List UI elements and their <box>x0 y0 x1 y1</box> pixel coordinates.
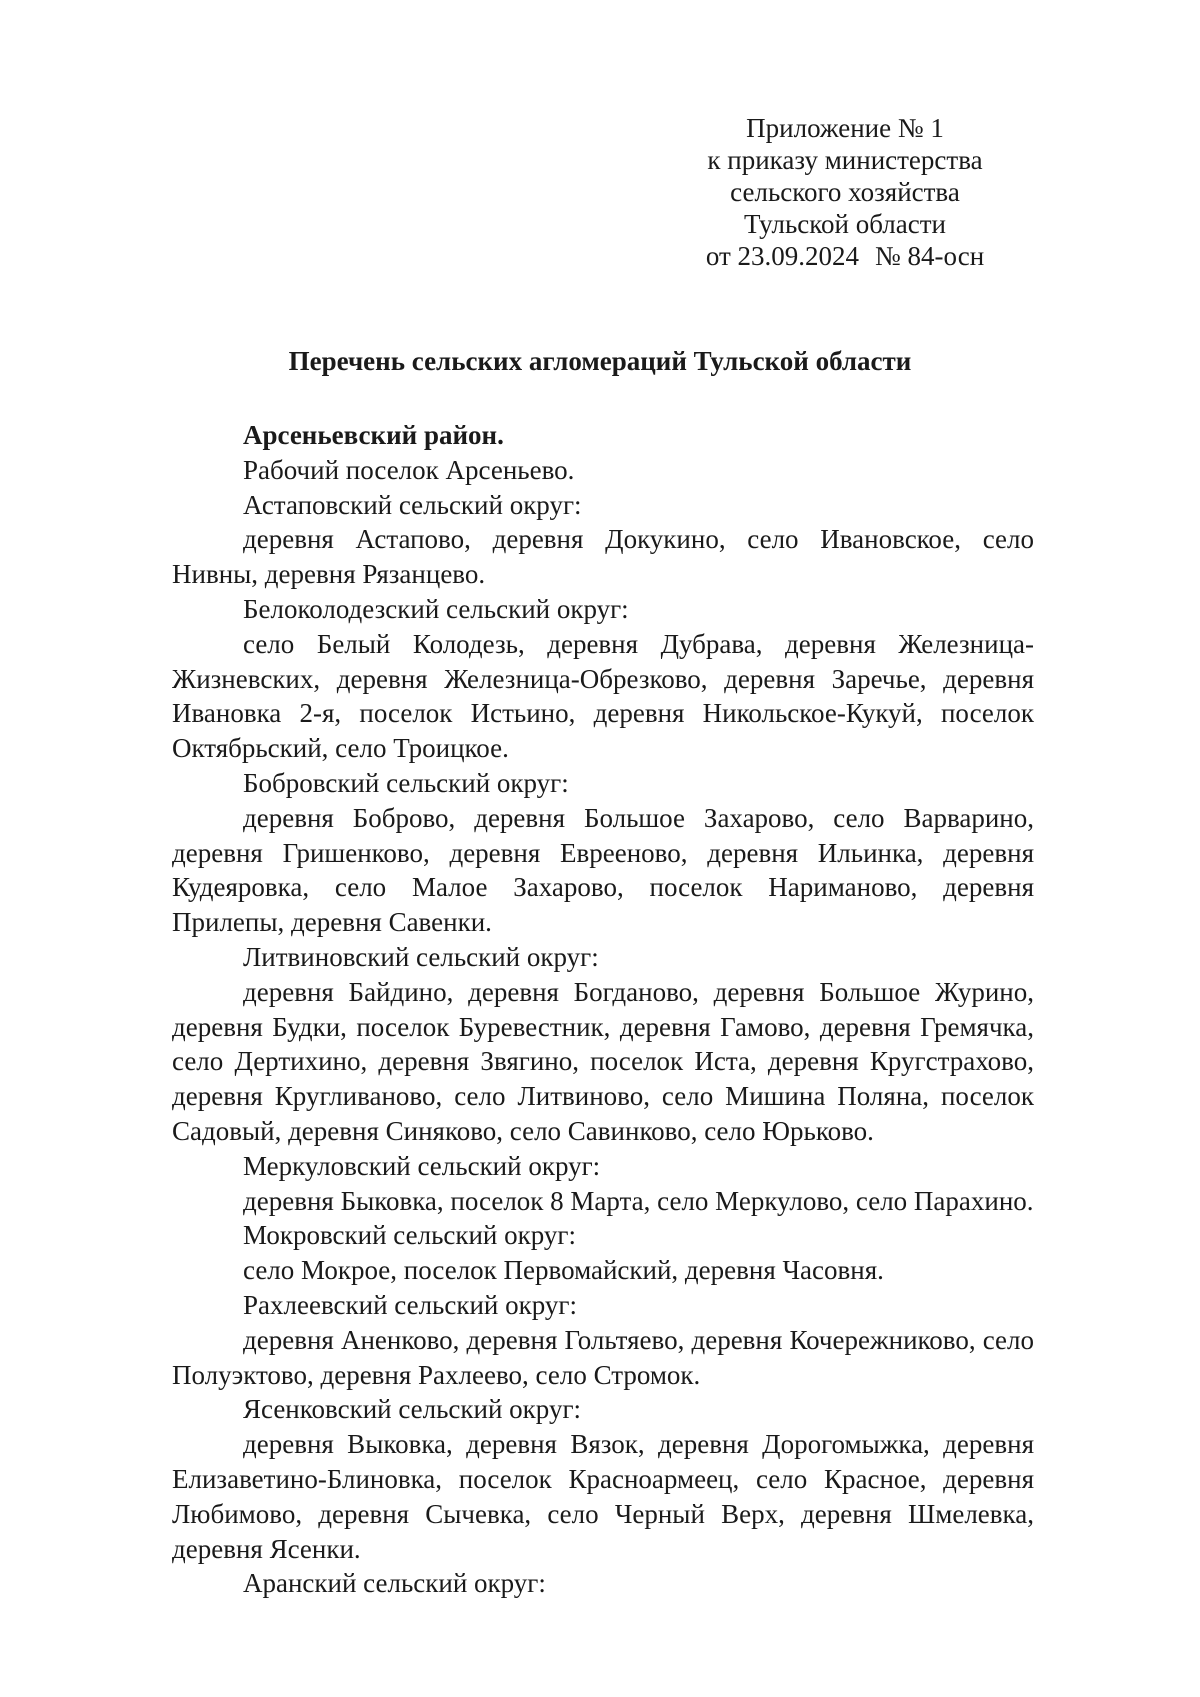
okrug-heading: Литвиновский сельский округ: <box>243 941 599 972</box>
annex-number: № 84-осн <box>875 241 985 271</box>
okrug-places: деревня Выковка, деревня Вязок, деревня Дорогомыжка, деревня Елизаветино-Блиновка, поселок Красноармеец, село Красное, деревня Любимово, деревня Сычевка, село Черный Верх, деревня Шмелевка, деревня Ясенки. <box>172 1429 1034 1564</box>
okrug-places: деревня Быковка, поселок 8 Марта, село Меркулово, село Парахино. <box>243 1185 1034 1216</box>
annex-ministry: сельского хозяйства <box>730 177 960 207</box>
annex-date: от 23.09.2024 <box>705 241 860 271</box>
annex-region: Тульской области <box>744 209 946 239</box>
okrug-heading: Ясенковский сельский округ: <box>243 1394 582 1425</box>
document-title: Перечень сельских агломераций Тульской области <box>288 346 912 376</box>
annex-header <box>660 112 1030 272</box>
okrug-places: деревня Байдино, деревня Богданово, деревня Большое Журино, деревня Будки, поселок Буревестник, деревня Гамово, деревня Гремячка, село Дертихино, деревня Звягино, поселок Иста, деревня Кругстрахово, деревня Кругливаново, село Литвиново, село Мишина Поляна, поселок Садовый, деревня Синяково, село Савинково, село Юрьково. <box>172 976 1034 1146</box>
annex-title: Приложение № 1 <box>746 113 944 143</box>
okrug-heading: Астаповский сельский округ: <box>243 489 582 520</box>
annex-order-reference: к приказу министерства <box>707 145 983 175</box>
okrug-heading: Бобровский сельский округ: <box>243 767 569 798</box>
okrug-places: деревня Боброво, деревня Большое Захарово, село Варварино, деревня Гришенково, деревня Еврееново, деревня Ильинка, деревня Кудеяровка, село Малое Захарово, поселок Нариманово, деревня Прилепы, деревня Савенки. <box>172 802 1034 938</box>
okrug-places: село Мокрое, поселок Первомайский, деревня Часовня. <box>243 1255 884 1286</box>
okrug-heading: Рахлеевский сельский округ: <box>243 1289 577 1320</box>
okrug-heading: Аранский сельский округ: <box>243 1568 546 1599</box>
district-settlement: Рабочий поселок Арсеньево. <box>243 454 575 485</box>
district-heading: Арсеньевский район. <box>243 420 504 450</box>
document-body <box>172 418 1034 1601</box>
okrug-heading: Белоколодезский сельский округ: <box>243 593 629 624</box>
okrug-heading: Мокровский сельский округ: <box>243 1220 576 1251</box>
annex-date-number <box>660 240 1030 272</box>
okrug-places: село Белый Колодезь, деревня Дубрава, деревня Железница-Жизневских, деревня Железница-Обрезково, деревня Заречье, деревня Ивановка 2-я, поселок Истьино, деревня Никольское-Кукуй, поселок Октябрьский, село Троицкое. <box>172 628 1034 764</box>
okrug-heading: Меркуловский сельский округ: <box>243 1150 601 1181</box>
okrug-places: деревня Астапово, деревня Докукино, село Ивановское, село Нивны, деревня Рязанцево. <box>172 524 1034 590</box>
okrug-places: деревня Аненково, деревня Гольтяево, деревня Кочережниково, село Полуэктово, деревня Рахлеево, село Стромок. <box>172 1324 1034 1390</box>
